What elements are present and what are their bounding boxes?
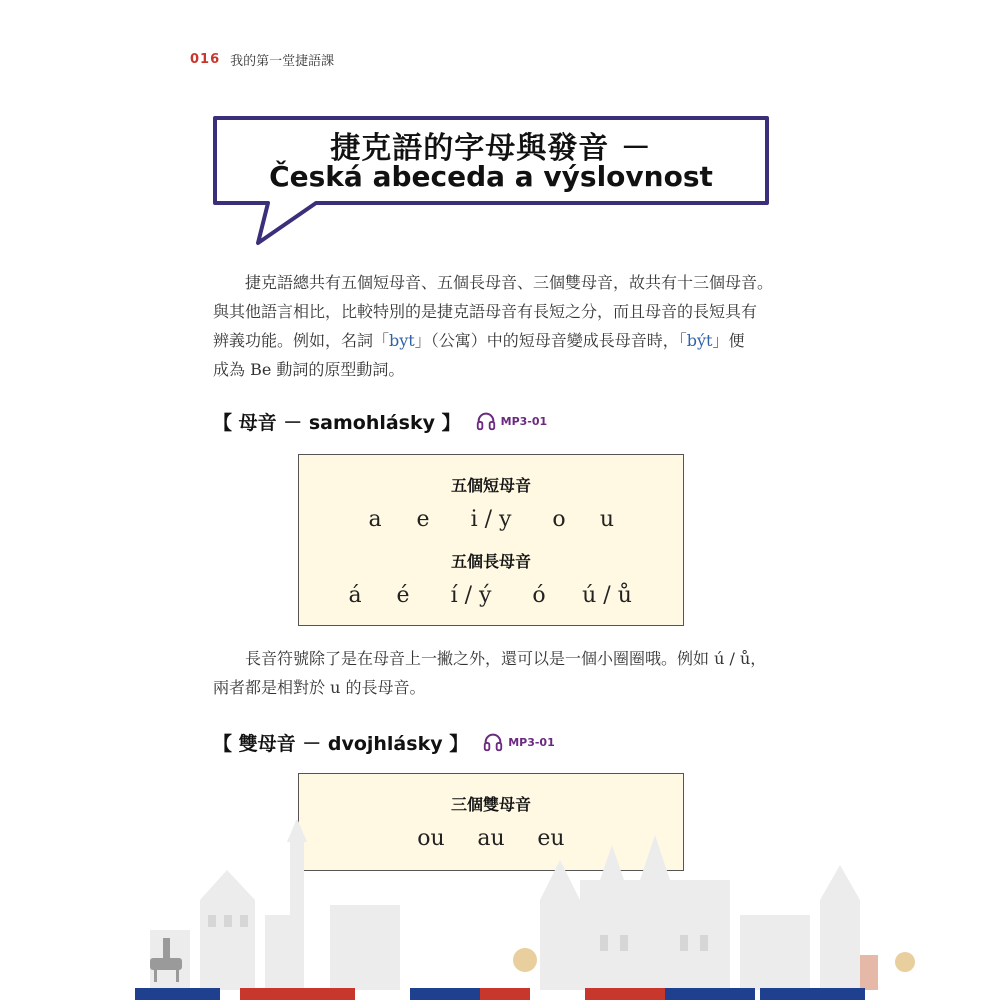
intro-line-2: 與其他語言相比，比較特別的是捷克語母音有長短之分，而且母音的長短具有 [213,302,758,321]
short-vowel: u [599,507,615,532]
intro-line-4: 成為 Be 動詞的原型動詞。 [213,360,405,379]
chapter-title-chinese: 捷克語的字母與發音 － [330,131,652,166]
diphthong: au [477,826,505,851]
intro-line-1: 捷克語總共有五個短母音、五個長母音、三個雙母音，故共有十三個母音。 [245,273,774,292]
diphthong: eu [537,826,565,851]
intro-paragraph [213,268,773,384]
long-vowel: é [396,583,410,608]
headphone-icon[interactable] [482,731,504,753]
vowels-box [298,454,684,626]
long-vowel: ú / ů [582,583,632,608]
audio-track-label[interactable]: MP3-01 [508,735,555,749]
intro-line-3 [213,326,773,355]
long-vowels-row [299,583,683,608]
diphthongs-label: 三個雙母音 [450,795,531,814]
book-title: 我的第一堂捷語課 [230,53,335,69]
chapter-title-czech: Česká abeceda a výslovnost [269,160,713,193]
long-vowel: ó [532,583,546,608]
short-vowels-label: 五個短母音 [450,476,531,495]
long-vowel: á [348,583,362,608]
short-vowels-row [299,507,683,532]
long-vowels-label: 五個長母音 [450,552,531,571]
intro-line-3-c: 」便 [712,331,745,350]
note-line-2: 兩者都是相對於 u 的長母音。 [213,678,426,697]
note-paragraph [213,644,773,702]
word-byt: byt [389,331,415,350]
short-vowel: a [368,507,382,532]
prague-skyline-illustration [0,820,1000,1000]
long-vowel: í / ý [450,583,492,608]
intro-line-3-a: 辨義功能。例如，名詞「 [213,331,390,350]
vowels-heading: 【 母音 － samohlásky 】 [213,411,461,434]
short-vowel: i / y [470,507,512,532]
word-byt-long: být [686,331,713,350]
intro-line-3-b: 」（公寓）中的短母音變成長母音時，「 [414,331,687,350]
short-vowel: o [552,507,566,532]
vowels-section-heading [213,406,547,436]
diphthong: ou [417,826,445,851]
page-number: 016 [190,51,221,67]
audio-track-label[interactable]: MP3-01 [500,414,548,428]
short-vowel: e [416,507,430,532]
note-line-1: 長音符號除了是在母音上一撇之外，還可以是一個小圈圈哦。例如 ú / ů， [245,649,767,668]
diphthongs-heading: 【 雙母音 － dvojhlásky 】 [213,732,469,755]
headphone-icon[interactable] [475,410,497,432]
diphthongs-section-heading [213,727,555,757]
